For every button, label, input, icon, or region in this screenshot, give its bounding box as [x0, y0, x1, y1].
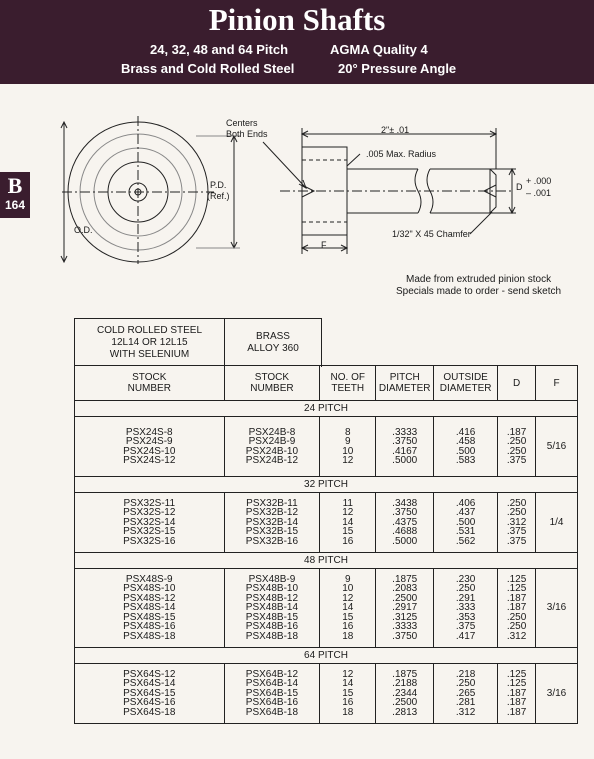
header-d: D: [498, 366, 536, 401]
brass-stock-numbers: PSX48B-9 PSX48B-10 PSX48B-12 PSX48B-14 PSX48B-15 PSX48B-16 PSX48B-18: [224, 569, 320, 648]
d-plus-tolerance: + .000: [526, 176, 552, 186]
f-value: 3/16: [536, 569, 578, 648]
centers-label: Centers: [226, 118, 258, 128]
length-label: 2"± .01: [381, 125, 410, 135]
brass-group-label: BRASS ALLOY 360: [247, 331, 299, 354]
note-specials: Specials made to order - send sketch: [396, 286, 562, 297]
brass-stock-numbers: PSX32B-11 PSX32B-12 PSX32B-14 PSX32B-15 PSX32B-16: [224, 493, 320, 553]
d-values: .187 .250 .250 .375: [498, 417, 536, 477]
header-f: F: [536, 366, 578, 401]
pressure-angle-text: 20° Pressure Angle: [338, 61, 457, 76]
brass-stock-numbers: PSX24B-8 PSX24B-9 PSX24B-10 PSX24B-12: [224, 417, 320, 477]
d-minus-tolerance: – .001: [526, 188, 552, 198]
table-row: [75, 569, 578, 648]
agma-quality-text: AGMA Quality 4: [330, 42, 428, 57]
steel-stock-numbers: PSX24S-8 PSX24S-9 PSX24S-10 PSX24S-12: [75, 417, 225, 477]
d-values: .125 .125 .187 .187 .187: [498, 664, 536, 724]
material-group-header: [74, 318, 322, 367]
both-ends-label: Both Ends: [226, 129, 268, 139]
f-label: F: [321, 240, 327, 250]
section-page-number: 164: [4, 198, 26, 212]
pinion-shaft-table: [74, 365, 578, 724]
brass-stock-numbers: PSX64B-12 PSX64B-14 PSX64B-15 PSX64B-16 PSX64B-18: [224, 664, 320, 724]
page-title: Pinion Shafts: [208, 2, 386, 37]
outside-diameter-values: .406 .437 .500 .531 .562: [434, 493, 498, 553]
d-label: D: [516, 182, 523, 192]
od-label: O.D.: [74, 225, 93, 235]
pitch-range-text: 24, 32, 48 and 64 Pitch: [150, 42, 289, 57]
d-values: .250 .250 .312 .375 .375: [498, 493, 536, 553]
pitch-section-label: 64 PITCH: [75, 648, 578, 664]
header-number-of-teeth: NO. OF TEETH: [320, 366, 376, 401]
f-value: 3/16: [536, 664, 578, 724]
outside-diameter-values: .218 .250 .265 .281 .312: [434, 664, 498, 724]
teeth-values: 11 12 14 15 16: [320, 493, 376, 553]
page-header: [0, 0, 594, 84]
pitch-section-label: 48 PITCH: [75, 553, 578, 569]
radius-label: .005 Max. Radius: [366, 149, 437, 159]
steel-stock-numbers: PSX32S-11 PSX32S-12 PSX32S-14 PSX32S-15 PSX32S-16: [75, 493, 225, 553]
pitch-section-label: 32 PITCH: [75, 477, 578, 493]
pitch-diameter-values: .1875 .2188 .2344 .2500 .2813: [376, 664, 434, 724]
pitch-diameter-values: .1875 .2083 .2500 .2917 .3125 .3333 .3750: [376, 569, 434, 648]
table-row: [75, 493, 578, 553]
pitch-diameter-values: .3333 .3750 .4167 .5000: [376, 417, 434, 477]
section-letter: B: [7, 173, 23, 198]
steel-stock-numbers: PSX64S-12 PSX64S-14 PSX64S-15 PSX64S-16 PSX64S-18: [75, 664, 225, 724]
outside-diameter-values: .230 .250 .291 .333 .353 .375 .417: [434, 569, 498, 648]
material-text: Brass and Cold Rolled Steel: [121, 61, 295, 76]
f-value: 5/16: [536, 417, 578, 477]
teeth-values: 9 10 12 14 15 16 18: [320, 569, 376, 648]
d-values: .125 .125 .187 .187 .250 .250 .312: [498, 569, 536, 648]
pd-label: P.D.: [210, 180, 227, 190]
note-extruded: Made from extruded pinion stock: [406, 274, 552, 285]
header-outside-diameter: OUTSIDE DIAMETER: [434, 366, 498, 401]
technical-drawing: [0, 84, 594, 264]
teeth-values: 8 9 10 12: [320, 417, 376, 477]
pitch-diameter-values: .3438 .3750 .4375 .4688 .5000: [376, 493, 434, 553]
shaft-drawing: [0, 84, 594, 264]
steel-group-label: COLD ROLLED STEEL 12L14 OR 12L15 WITH SELENIUM: [75, 319, 225, 367]
steel-stock-numbers: PSX48S-9 PSX48S-10 PSX48S-12 PSX48S-14 PSX48S-15 PSX48S-16 PSX48S-18: [75, 569, 225, 648]
header-pitch-diameter: PITCH DIAMETER: [376, 366, 434, 401]
teeth-values: 12 14 15 16 18: [320, 664, 376, 724]
pd-ref-label: (Ref.): [207, 191, 230, 201]
header-steel-stock-number: STOCK NUMBER: [75, 366, 225, 401]
pitch-section-label: 24 PITCH: [75, 401, 578, 417]
f-value: 1/4: [536, 493, 578, 553]
header-brass-stock-number: STOCK NUMBER: [224, 366, 320, 401]
notes: [396, 274, 561, 298]
chamfer-label: 1/32" X 45 Chamfer: [392, 229, 471, 239]
table-row: [75, 664, 578, 724]
outside-diameter-values: .416 .458 .500 .583: [434, 417, 498, 477]
table-row: [75, 417, 578, 477]
